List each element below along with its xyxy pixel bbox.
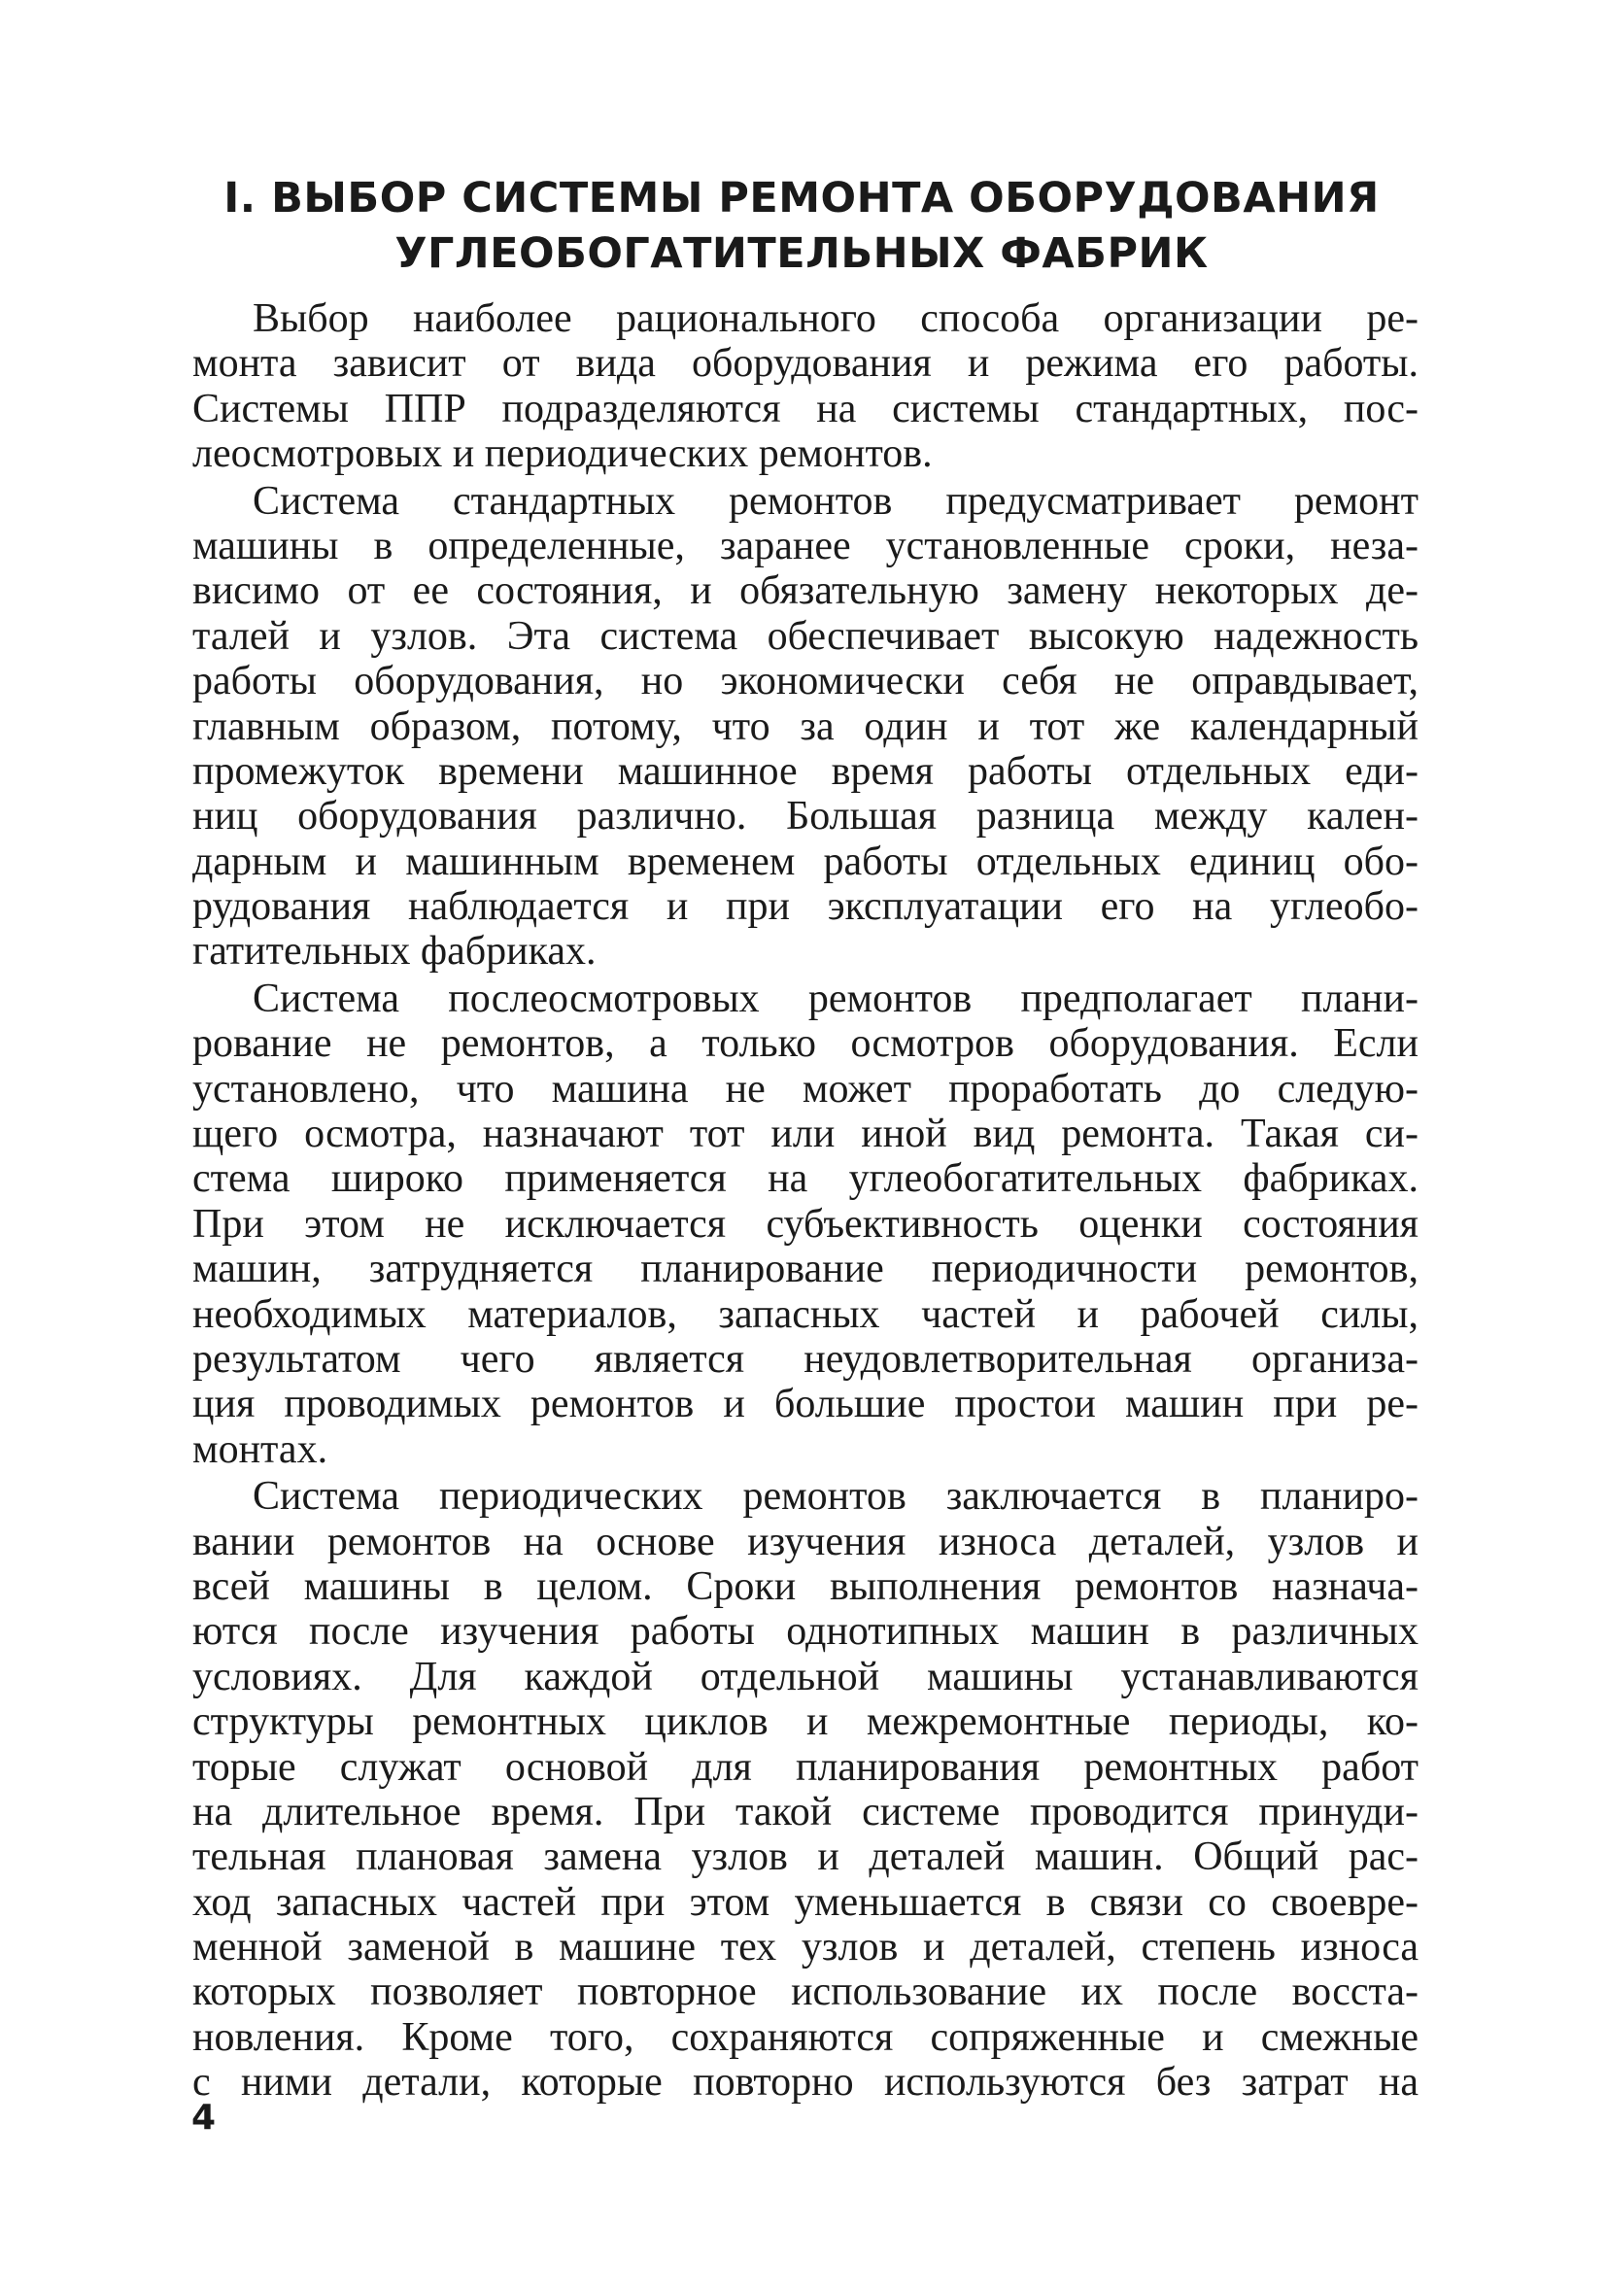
text-line: машин, затрудняется планирование периодичности ремонтов, [192,1247,1419,1292]
text-line: Система периодических ремонтов заключается в планиро- [253,1474,1419,1520]
text-line: необходимых материалов, запасных частей и рабочей силы, [192,1291,1419,1337]
text-line: результатом чего является неудовлетворительная организа- [192,1336,1419,1382]
text-line: дарным и машинным временем работы отдельных единиц обо- [192,839,1419,884]
text-line: висимо от ее состояния, и обязательную замену некоторых де- [192,568,1419,614]
text-line: ниц оборудования различно. Большая разница между кален- [192,794,1419,840]
text-line: гатительных фабриках. [192,929,597,975]
text-line: торые служат основой для планирования ремонтных работ [192,1744,1419,1790]
chapter-title-line-2: УГЛЕОБОГАТИТЕЛЬНЫХ ФАБРИК [394,229,1209,278]
text-line: ция проводимых ремонтов и большие простои машин при ре- [192,1382,1419,1427]
text-line: машины в определенные, заранее установленные сроки, неза- [192,523,1419,568]
text-line: менной заменой в машине тех узлов и деталей, степень износа [192,1925,1419,1970]
text-line: талей и узлов. Эта система обеспечивает высокую надежность [192,613,1419,659]
text-line: условиях. Для каждой отдельной машины устанавливаются [192,1654,1419,1699]
text-line: монтах. [192,1426,328,1472]
body-text [192,296,1419,2106]
page-number: 4 [191,2098,217,2138]
text-line: Системы ППР подразделяются на системы стандартных, пос- [192,386,1419,431]
text-line: рование не ремонтов, а только осмотров оборудования. Если [192,1021,1419,1067]
text-line: тельная плановая замена узлов и деталей машин. Общий рас- [192,1834,1419,1880]
text-line: структуры ремонтных циклов и межремонтные периоды, ко- [192,1699,1419,1745]
paragraph [192,977,1419,1472]
text-line: всей машины в целом. Сроки выполнения ремонтов назнача- [192,1563,1419,1609]
text-line: вании ремонтов на основе изучения износа деталей, узлов и [192,1519,1419,1564]
text-line: Система стандартных ремонтов предусматривает ремонт [253,478,1419,524]
text-line: промежуток времени машинное время работы отдельных еди- [192,748,1419,794]
text-line: стема широко применяется на углеобогатительных фабриках. [192,1156,1419,1202]
text-line: с ними детали, которые повторно используются без затрат на [192,2060,1419,2106]
text-line: При этом не исключается субъективность оценки состояния [192,1201,1419,1247]
paragraph [192,1474,1419,2105]
text-line: ются после изучения работы однотипных машин в различных [192,1609,1419,1655]
text-line: щего осмотра, назначают тот или иной вид ремонта. Такая си- [192,1112,1419,1157]
text-line: Выбор наиболее рационального способа организации ре- [253,296,1419,341]
paragraph [192,479,1419,975]
text-line: ход запасных частей при этом уменьшается в связи со своевре- [192,1879,1419,1925]
text-line: которых позволяет повторное использование их после восста- [192,1970,1419,2015]
text-line: главным образом, потому, что за один и тот же календарный [192,703,1419,749]
text-line: установлено, что машина не может проработать до следую- [192,1066,1419,1112]
paragraph [192,296,1419,477]
chapter-title-line-1: I. ВЫБОР СИСТЕМЫ РЕМОНТА ОБОРУДОВАНИЯ [223,174,1380,223]
text-line: на длительное время. При такой системе проводится принуди- [192,1789,1419,1834]
text-line: работы оборудования, но экономически себя не оправдывает, [192,659,1419,704]
text-line: Система послеосмотровых ремонтов предполагает плани- [253,976,1419,1021]
text-line: монта зависит от вида оборудования и режима его работы. [192,341,1419,387]
text-line: новления. Кроме того, сохраняются сопряженные и смежные [192,2014,1419,2060]
text-line: леосмотровых и периодических ремонтов. [192,431,933,477]
text-line: рудования наблюдается и при эксплуатации его на углеобо- [192,884,1419,930]
